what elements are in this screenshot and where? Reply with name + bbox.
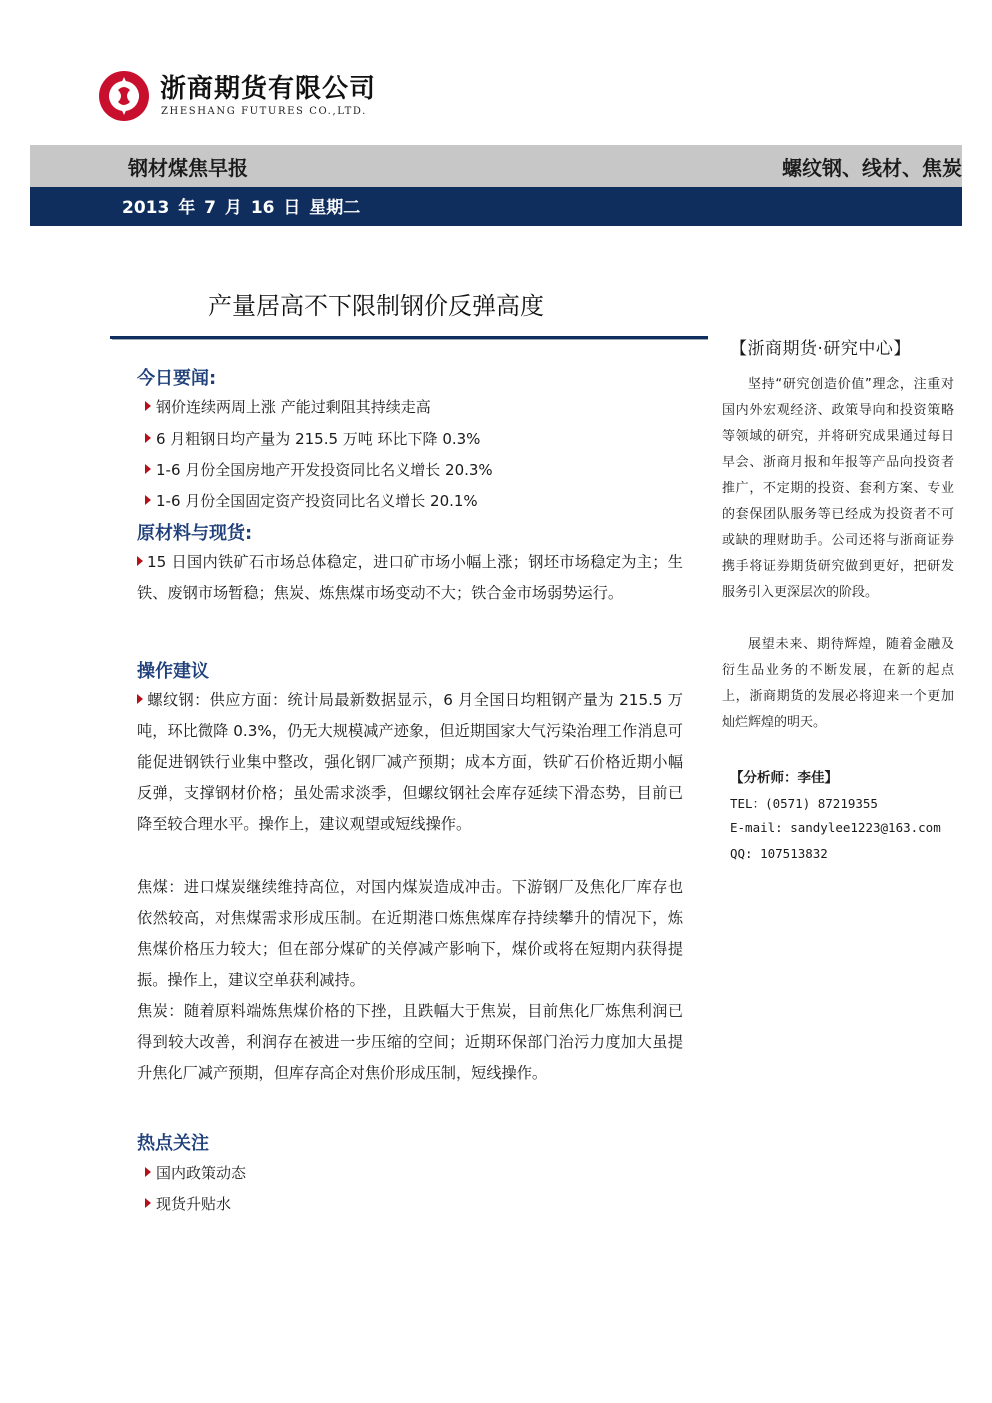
bullet-triangle-icon	[145, 1167, 151, 1177]
advice-coking-coal-paragraph: 焦煤：进口煤炭继续维持高位，对国内煤炭造成冲击。下游钢厂及焦化厂库存也依然较高，对焦煤需求形成压制。在近期港口炼焦煤库存持续攀升的情况下，炼焦煤价格压力较大；但在部分煤矿的关停减产影响下，煤价或将在短期内获得提振。操作上，建议空单获利减持。	[137, 878, 683, 989]
advice-rebar-paragraph: 螺纹钢：供应方面：统计局最新数据显示，6 月全国日均粗钢产量为 215.5 万吨，环比微降 0.3%，仍无大规模减产迹象，但近期国家大气污染治理工作消息可能促进钢铁行业集中整改，强化钢厂减产预期；成本方面，铁矿石价格近期小幅反弹，支撑钢材价格；虽处需求淡季，但螺纹钢社会库存延续下滑态势，目前已降至较合理水平。操作上，建议观望或短线操作。	[137, 691, 683, 833]
report-title: 钢材煤焦早报	[128, 156, 248, 180]
hot-topic-item: 现货升贴水	[145, 1193, 231, 1214]
bullet-triangle-icon	[137, 556, 143, 566]
company-logo-icon	[98, 70, 150, 122]
advice-coke-paragraph: 焦炭：随着原料端炼焦煤价格的下挫，且跌幅大于焦炭，目前焦化厂炼焦利润已得到较大改善，利润存在被进一步压缩的空间；近期环保部门治污力度加大虽提升焦化厂减产预期，但库存高企对焦价形成压制，短线操作。	[137, 1002, 683, 1082]
research-center-outlook: 展望未来、期待辉煌，随着金融及衍生品业务的不断发展，在新的起点上，浙商期货的发展必将迎来一个更加灿烂辉煌的明天。	[722, 637, 954, 730]
page-headline: 产量居高不下限制钢价反弹高度	[208, 292, 544, 320]
news-heading: 今日要闻:	[137, 368, 217, 389]
company-name-en: ZHESHANG FUTURES CO.,LTD.	[161, 106, 367, 117]
spot-heading: 原材料与现货:	[137, 523, 253, 544]
research-center-title: 【浙商期货·研究中心】	[730, 339, 911, 359]
analyst-phone: TEL：(0571) 87219355	[730, 796, 878, 811]
analyst-name: 【分析师：李佳】	[730, 770, 838, 786]
news-item: 1-6 月份全国固定资产投资同比名义增长 20.1%	[145, 490, 478, 511]
bullet-triangle-icon	[145, 1198, 151, 1208]
bullet-triangle-icon	[145, 401, 151, 411]
news-item: 1-6 月份全国房地产开发投资同比名义增长 20.3%	[145, 459, 493, 480]
report-date: 2013 年 7 月 16 日 星期二	[122, 198, 361, 218]
analyst-email: E-mail: sandylee1223@163.com	[730, 820, 941, 835]
company-name-cn: 浙商期货有限公司	[160, 74, 377, 104]
bullet-triangle-icon	[145, 433, 151, 443]
bullet-triangle-icon	[145, 495, 151, 505]
news-item: 6 月粗钢日均产量为 215.5 万吨 环比下降 0.3%	[145, 428, 480, 449]
spot-paragraph: 15 日国内铁矿石市场总体稳定，进口矿市场小幅上涨；钢坯市场稳定为主；生铁、废钢市场暂稳；焦炭、炼焦煤市场变动不大；铁合金市场弱势运行。	[137, 553, 683, 602]
analyst-qq: QQ: 107513832	[730, 846, 828, 861]
bullet-triangle-icon	[145, 464, 151, 474]
bullet-triangle-icon	[137, 694, 143, 704]
news-item: 钢价连续两周上涨 产能过剩阻其持续走高	[145, 396, 431, 417]
research-center-intro: 坚持“研究创造价值”理念，注重对国内外宏观经济、政策导向和投资策略等领域的研究，并将研究成果通过每日早会、浙商月报和年报等产品向投资者推广，不定期的投资、套利方案、专业的套保团队服务等已经成为投资者不可或缺的理财助手。公司还将与浙商证券携手将证券期货研究做到更好，把研发服务引入更深层次的阶段。	[722, 377, 954, 600]
product-list: 螺纹钢、线材、焦炭	[782, 156, 962, 180]
headline-divider-shadow	[112, 339, 708, 340]
hot-topics-heading: 热点关注	[137, 1133, 209, 1154]
advice-heading: 操作建议	[137, 661, 209, 682]
hot-topic-item: 国内政策动态	[145, 1162, 246, 1183]
